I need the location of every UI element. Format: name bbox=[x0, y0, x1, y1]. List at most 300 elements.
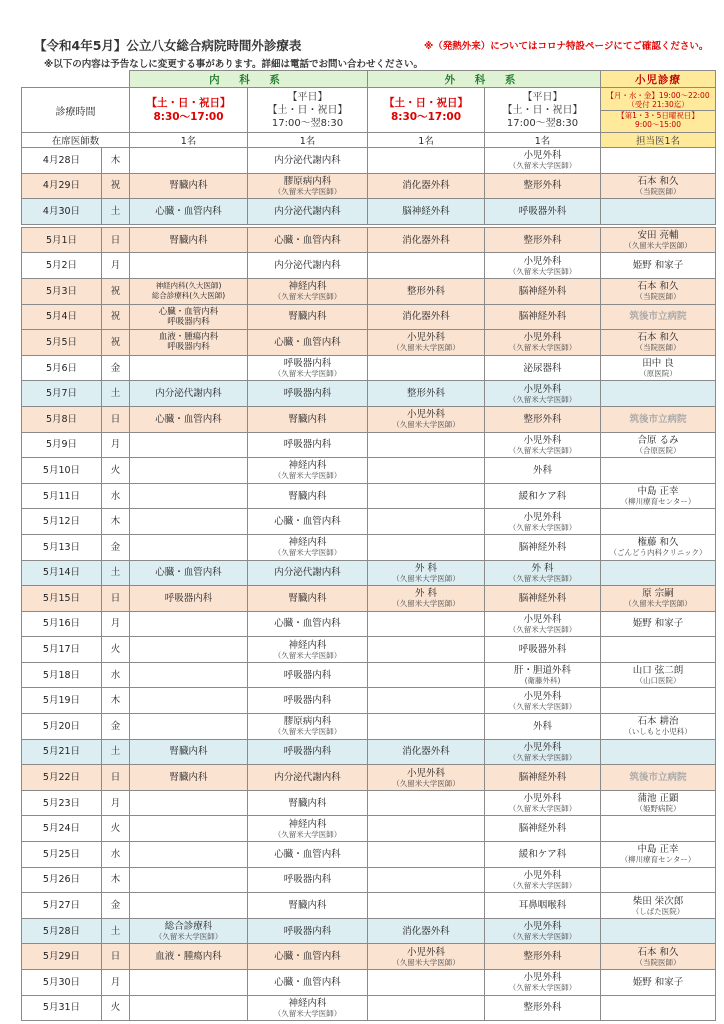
pediatric-cell bbox=[601, 739, 716, 765]
table-row bbox=[22, 173, 716, 199]
pediatric-cell bbox=[601, 560, 716, 586]
day-cell bbox=[102, 816, 130, 842]
schedule-table bbox=[21, 70, 716, 1021]
date-cell-text: 5月20日 bbox=[42, 720, 81, 732]
date-cell bbox=[22, 483, 102, 509]
table-row bbox=[22, 918, 716, 944]
pediatric-cell bbox=[601, 148, 716, 174]
int-holiday-cell-line2: （久留米大学医師） bbox=[154, 932, 223, 942]
day-cell-text: 日 bbox=[110, 592, 121, 604]
date-cell bbox=[22, 406, 102, 432]
int-holiday-cell-text: 内分泌代謝内科 bbox=[155, 388, 222, 400]
header bbox=[14, 0, 710, 70]
sur-holiday-cell bbox=[368, 560, 485, 586]
int-holiday-cell bbox=[130, 199, 248, 225]
pediatric-cell bbox=[601, 944, 716, 970]
int-holiday-cell-text: 心臓・血管内科 bbox=[155, 413, 222, 425]
sur-holiday-cell bbox=[368, 148, 485, 174]
int-holiday-cell bbox=[130, 406, 248, 432]
int-holiday-cell-text: 腎臓内科 bbox=[169, 772, 208, 784]
table-row bbox=[22, 227, 716, 253]
pediatric-cell-text: 合原 るみ bbox=[637, 434, 679, 446]
date-cell-text: 5月25日 bbox=[42, 848, 81, 860]
sur-weekday-cell-text: 小児外科 bbox=[523, 690, 562, 702]
sur-weekday-cell bbox=[485, 637, 601, 663]
int-holiday-cell bbox=[130, 688, 248, 714]
sur-holiday-cell-text: 消化器外科 bbox=[402, 746, 450, 758]
sur-holiday-cell-text: 脳神経外科 bbox=[402, 205, 450, 217]
sur-weekday-cell bbox=[485, 842, 601, 868]
pediatric-cell bbox=[601, 199, 716, 225]
int-weekday-cell-text: 心臓・血管内科 bbox=[274, 234, 341, 246]
int-holiday-cell bbox=[130, 893, 248, 919]
day-cell-text: 土 bbox=[110, 746, 121, 758]
int-weekday-cell-text: 神経内科 bbox=[288, 281, 327, 293]
sur-holiday-cell-affiliation: （久留米大学医師） bbox=[392, 957, 460, 967]
int-weekday-cell-text: 神経内科 bbox=[288, 818, 327, 830]
date-cell-text: 5月4日 bbox=[45, 311, 78, 323]
day-cell-text: 土 bbox=[110, 925, 121, 937]
table-row bbox=[22, 330, 716, 356]
int-holiday-cell bbox=[130, 330, 248, 356]
pediatric-cell-text: 石本 耕治 bbox=[637, 716, 679, 728]
day-cell bbox=[102, 355, 130, 381]
pediatric-cell bbox=[601, 253, 716, 279]
sur-weekday-cell-affiliation: （久留米大学医師） bbox=[508, 701, 577, 711]
pediatric-cell-affiliation: （原医院） bbox=[639, 369, 677, 379]
sur-holiday-cell bbox=[368, 227, 485, 253]
sur-weekday-cell-affiliation: （久留米大学医師） bbox=[508, 394, 577, 404]
day-cell bbox=[102, 458, 130, 484]
int-weekday-cell-affiliation: （久留米大学医師） bbox=[273, 727, 342, 737]
sur-holiday-cell bbox=[368, 765, 485, 791]
sur-weekday-cell-affiliation: （久留米大学医師） bbox=[508, 522, 577, 532]
pediatric-group-header: 小児診療 bbox=[601, 71, 716, 88]
sur-holiday-cell bbox=[368, 355, 485, 381]
day-cell-text: 金 bbox=[110, 720, 121, 732]
int-weekday-cell bbox=[248, 483, 368, 509]
int-weekday-cell-text: 呼吸器内科 bbox=[283, 695, 332, 707]
int-holiday-cell bbox=[130, 816, 248, 842]
date-cell bbox=[22, 970, 102, 996]
int-holiday-cell bbox=[130, 148, 248, 174]
int-holiday-cell bbox=[130, 534, 248, 560]
int-weekday-cell-affiliation: （久留米大学医師） bbox=[273, 292, 342, 302]
pediatric-cell bbox=[601, 842, 716, 868]
day-cell bbox=[102, 381, 130, 407]
date-cell bbox=[22, 739, 102, 765]
int-weekday-cell bbox=[248, 534, 368, 560]
int-weekday-cell-affiliation: （久留米大学医師） bbox=[273, 829, 342, 839]
int-holiday-cell bbox=[130, 842, 248, 868]
sur-weekday-cell-text: 脳神経外科 bbox=[518, 285, 567, 297]
sur-weekday-hours: 【平日】 【土・日・祝日】 17:00〜翌8:30 bbox=[485, 88, 601, 133]
int-weekday-cell bbox=[248, 330, 368, 356]
day-cell-text: 水 bbox=[110, 669, 121, 681]
sur-weekday-cell-text: 小児外科 bbox=[523, 150, 562, 162]
date-cell-text: 5月6日 bbox=[45, 362, 78, 374]
table-row bbox=[22, 432, 716, 458]
sur-weekday-cell bbox=[485, 765, 601, 791]
date-cell-text: 4月30日 bbox=[42, 205, 81, 217]
sur-weekday-cell-text: 脳神経外科 bbox=[518, 311, 567, 323]
schedule-rows bbox=[22, 148, 716, 1021]
day-cell bbox=[102, 483, 130, 509]
sur-holiday-cell bbox=[368, 816, 485, 842]
int-holiday-cell bbox=[130, 586, 248, 612]
sur-holiday-cell-text: 整形外科 bbox=[406, 285, 445, 297]
sur-holiday-hours: 【土・日・祝日】 8:30〜17:00 bbox=[368, 88, 485, 133]
pediatric-cell-text: 石本 和久 bbox=[637, 332, 679, 344]
pediatric-cell bbox=[601, 765, 716, 791]
sur-weekday-cell-affiliation: （久留米大学医師） bbox=[508, 343, 577, 353]
int-holiday-cell bbox=[130, 483, 248, 509]
int-holiday-cell bbox=[130, 458, 248, 484]
pediatric-cell bbox=[601, 918, 716, 944]
int-weekday-cell bbox=[248, 381, 368, 407]
int-weekday-cell-affiliation: （久留米大学医師） bbox=[273, 1008, 342, 1018]
date-cell-text: 5月11日 bbox=[42, 490, 81, 502]
date-cell-text: 5月14日 bbox=[42, 567, 81, 579]
date-cell-text: 5月27日 bbox=[42, 900, 81, 912]
sur-holiday-cell bbox=[368, 534, 485, 560]
sur-weekday-cell bbox=[485, 304, 601, 330]
table-row bbox=[22, 662, 716, 688]
day-cell-text: 日 bbox=[110, 234, 121, 246]
sur-weekday-cell bbox=[485, 253, 601, 279]
sur-holiday-cell bbox=[368, 458, 485, 484]
group-header-row bbox=[22, 71, 716, 88]
day-cell bbox=[102, 867, 130, 893]
sur-weekday-cell-affiliation: （久留米大学医師） bbox=[508, 624, 577, 634]
int-holiday-cell bbox=[130, 432, 248, 458]
pediatric-cell bbox=[601, 637, 716, 663]
table-row bbox=[22, 483, 716, 509]
sur-weekday-cell-affiliation: （久留米大学医師） bbox=[508, 983, 577, 993]
date-cell bbox=[22, 816, 102, 842]
int-weekday-cell-text: 心臓・血管内科 bbox=[274, 336, 341, 348]
sur-weekday-cell-affiliation: （久留米大学医師） bbox=[508, 752, 577, 762]
sur-weekday-cell bbox=[485, 893, 601, 919]
sur-weekday-cell bbox=[485, 586, 601, 612]
int-weekday-cell bbox=[248, 253, 368, 279]
int-holiday-cell bbox=[130, 278, 248, 304]
sur-weekday-cell bbox=[485, 534, 601, 560]
date-cell bbox=[22, 278, 102, 304]
int-weekday-cell bbox=[248, 944, 368, 970]
sur-holiday-cell bbox=[368, 381, 485, 407]
day-cell bbox=[102, 611, 130, 637]
day-cell bbox=[102, 304, 130, 330]
pediatric-cell bbox=[601, 432, 716, 458]
pediatric-cell bbox=[601, 304, 716, 330]
date-cell bbox=[22, 148, 102, 174]
pediatric-cell-text: 筑後市立病院 bbox=[629, 311, 687, 323]
table-row bbox=[22, 816, 716, 842]
pediatric-cell-text: 筑後市立病院 bbox=[629, 413, 687, 425]
int-holiday-hours: 【土・日・祝日】 8:30〜17:00 bbox=[130, 88, 248, 133]
sur-holiday-cell-text: 消化器外科 bbox=[402, 311, 450, 323]
pediatric-cell bbox=[601, 355, 716, 381]
pediatric-cell-affiliation: （当院医師） bbox=[635, 957, 681, 967]
sur-holiday-cell bbox=[368, 662, 485, 688]
sur-weekday-cell-text: 整形外科 bbox=[523, 234, 562, 246]
int-holiday-cell-text: 腎臓内科 bbox=[169, 180, 208, 192]
int-holiday-cell bbox=[130, 173, 248, 199]
sur-weekday-cell-affiliation: （久留米大学医師） bbox=[508, 880, 577, 890]
pediatric-cell-text: 筑後市立病院 bbox=[629, 772, 687, 784]
sur-weekday-cell-text: 小児外科 bbox=[523, 793, 562, 805]
int-weekday-cell bbox=[248, 148, 368, 174]
sur-weekday-cell bbox=[485, 714, 601, 740]
covid-notice: ※（発熱外来）についてはコロナ特設ページにてご確認ください。 bbox=[424, 41, 709, 52]
sur-holiday-cell-text: 消化器外科 bbox=[402, 234, 450, 246]
sur-weekday-cell-text: 緩和ケア科 bbox=[518, 490, 567, 502]
int-weekday-cell-text: 呼吸器内科 bbox=[283, 669, 332, 681]
sur-weekday-cell-text: 小児外科 bbox=[523, 332, 562, 344]
sur-holiday-cell-affiliation: （久留米大学医師） bbox=[392, 420, 460, 430]
date-cell bbox=[22, 893, 102, 919]
int-holiday-cell-text: 心臓・血管内科 bbox=[155, 567, 222, 579]
int-weekday-cell bbox=[248, 688, 368, 714]
pediatric-cell-text: 石本 和久 bbox=[637, 281, 679, 293]
sur-weekday-cell-text: 緩和ケア科 bbox=[518, 848, 567, 860]
sur-weekday-cell bbox=[485, 173, 601, 199]
sur-weekday-cell bbox=[485, 662, 601, 688]
sur-weekday-cell-text: 小児外科 bbox=[523, 869, 562, 881]
date-cell bbox=[22, 765, 102, 791]
day-cell-text: 月 bbox=[110, 976, 121, 988]
date-cell-text: 5月5日 bbox=[45, 336, 78, 348]
sur-weekday-cell bbox=[485, 509, 601, 535]
table-row bbox=[22, 995, 716, 1021]
sur-weekday-cell-affiliation: （久留米大学医師） bbox=[508, 804, 577, 814]
day-cell-text: 火 bbox=[110, 464, 121, 476]
day-cell-text: 月 bbox=[110, 439, 121, 451]
int-weekday-cell-text: 心臓・血管内科 bbox=[274, 976, 341, 988]
pediatric-cell bbox=[601, 406, 716, 432]
sur-weekday-cell-text: 脳神経外科 bbox=[518, 592, 567, 604]
date-cell-text: 5月17日 bbox=[42, 644, 81, 656]
date-cell bbox=[22, 995, 102, 1021]
pediatric-cell bbox=[601, 278, 716, 304]
day-cell-text: 日 bbox=[110, 413, 121, 425]
int-holiday-cell-text: 総合診療科 bbox=[164, 921, 213, 933]
date-cell bbox=[22, 355, 102, 381]
int-weekday-cell bbox=[248, 173, 368, 199]
pediatric-cell bbox=[601, 381, 716, 407]
day-cell bbox=[102, 688, 130, 714]
date-cell-text: 5月1日 bbox=[45, 234, 78, 246]
day-cell-text: 金 bbox=[110, 362, 121, 374]
day-cell-text: 月 bbox=[110, 618, 121, 630]
sur-holiday-cell-text: 外 科 bbox=[414, 562, 438, 574]
pediatric-cell-text: 安田 亮輔 bbox=[637, 230, 679, 242]
date-cell-text: 5月19日 bbox=[42, 695, 81, 707]
day-cell-text: 月 bbox=[110, 260, 121, 272]
int-weekday-cell bbox=[248, 227, 368, 253]
sur-holiday-cell-text: 小児外科 bbox=[406, 409, 445, 421]
sur-weekday-cell-text: 外科 bbox=[532, 720, 552, 732]
pediatric-hours: 【月・水・金】19:00〜22:00 （受付 21:30迄） 【第1・3・5日曜祝日】 9:00〜15:00 bbox=[601, 88, 716, 133]
pediatric-cell-text: 石本 和久 bbox=[637, 946, 679, 958]
int-holiday-cell bbox=[130, 304, 248, 330]
date-cell-text: 5月29日 bbox=[42, 951, 81, 963]
int-weekday-cell-text: 神経内科 bbox=[288, 997, 327, 1009]
pediatric-cell-text: 原 宗嗣 bbox=[642, 588, 674, 600]
sur-holiday-cell bbox=[368, 893, 485, 919]
int-weekday-cell-affiliation: （久留米大学医師） bbox=[273, 548, 342, 558]
day-cell bbox=[102, 560, 130, 586]
int-weekday-cell-text: 内分泌代謝内科 bbox=[274, 205, 341, 217]
int-weekday-cell-text: 内分泌代謝内科 bbox=[274, 260, 341, 272]
table-row bbox=[22, 534, 716, 560]
pediatric-cell bbox=[601, 458, 716, 484]
day-cell-text: 火 bbox=[110, 644, 121, 656]
int-weekday-cell bbox=[248, 278, 368, 304]
int-holiday-cell bbox=[130, 714, 248, 740]
int-weekday-cell bbox=[248, 637, 368, 663]
sur-holiday-cell bbox=[368, 714, 485, 740]
date-cell-text: 5月8日 bbox=[45, 413, 78, 425]
pediatric-cell bbox=[601, 330, 716, 356]
pediatric-cell-affiliation: （ごんどう内科クリニック） bbox=[609, 548, 707, 558]
int-weekday-cell bbox=[248, 893, 368, 919]
int-weekday-cell bbox=[248, 970, 368, 996]
day-cell-text: 祝 bbox=[110, 336, 121, 348]
table-row bbox=[22, 714, 716, 740]
int-holiday-cell bbox=[130, 867, 248, 893]
date-cell bbox=[22, 199, 102, 225]
surgery-group-header: 外 科 系 bbox=[368, 71, 601, 88]
int-weekday-cell-text: 膠原病内科 bbox=[283, 175, 332, 187]
sur-holiday-cell bbox=[368, 944, 485, 970]
sur-holiday-cell bbox=[368, 688, 485, 714]
table-row bbox=[22, 586, 716, 612]
pediatric-cell-affiliation: （久留米大学医師） bbox=[624, 599, 692, 609]
sur-holiday-cell-affiliation: （久留米大学医師） bbox=[392, 573, 460, 583]
sur-holiday-cell bbox=[368, 253, 485, 279]
int-holiday-cell bbox=[130, 509, 248, 535]
date-cell bbox=[22, 586, 102, 612]
sur-holiday-cell-affiliation: （久留米大学医師） bbox=[392, 599, 460, 609]
int-weekday-cell-text: 神経内科 bbox=[288, 537, 327, 549]
sur-weekday-cell bbox=[485, 148, 601, 174]
sur-weekday-cell bbox=[485, 406, 601, 432]
day-cell bbox=[102, 148, 130, 174]
table-row bbox=[22, 688, 716, 714]
sur-weekday-cell-text: 小児外科 bbox=[523, 434, 562, 446]
table-row bbox=[22, 304, 716, 330]
table-row bbox=[22, 611, 716, 637]
pediatric-cell-text: 山口 弦二朗 bbox=[632, 665, 684, 677]
date-cell-text: 5月9日 bbox=[45, 439, 78, 451]
sur-weekday-cell-affiliation: （久留米大学医師） bbox=[508, 573, 577, 583]
sur-weekday-cell bbox=[485, 867, 601, 893]
date-cell-text: 5月3日 bbox=[45, 285, 78, 297]
table-row bbox=[22, 893, 716, 919]
int-holiday-cell bbox=[130, 662, 248, 688]
int-weekday-cell bbox=[248, 714, 368, 740]
table-row bbox=[22, 253, 716, 279]
sur-weekday-cell-affiliation: （久留米大学医師） bbox=[508, 445, 577, 455]
date-cell bbox=[22, 509, 102, 535]
int-weekday-cell-affiliation: （久留米大学医師） bbox=[273, 650, 342, 660]
table-row bbox=[22, 381, 716, 407]
pediatric-cell bbox=[601, 509, 716, 535]
sur-weekday-cell-text: 小児外科 bbox=[523, 921, 562, 933]
sur-holiday-cell bbox=[368, 790, 485, 816]
day-cell bbox=[102, 739, 130, 765]
int-weekday-cell bbox=[248, 406, 368, 432]
int-holiday-cell-text: 腎臓内科 bbox=[169, 234, 208, 246]
int-holiday-cell bbox=[130, 381, 248, 407]
day-cell-text: 木 bbox=[110, 516, 121, 528]
int-weekday-cell-text: 心臓・血管内科 bbox=[274, 618, 341, 630]
day-cell-text: 木 bbox=[110, 874, 121, 886]
sur-weekday-cell-text: 整形外科 bbox=[523, 413, 562, 425]
sur-holiday-cell-affiliation: （久留米大学医師） bbox=[392, 343, 460, 353]
pediatric-cell-affiliation: （姫野病院） bbox=[635, 804, 681, 814]
day-cell bbox=[102, 918, 130, 944]
sur-weekday-cell-text: 耳鼻咽喉科 bbox=[518, 900, 567, 912]
sur-holiday-cell-text: 小児外科 bbox=[406, 767, 445, 779]
day-cell-text: 祝 bbox=[110, 180, 121, 192]
sur-weekday-cell bbox=[485, 227, 601, 253]
sur-holiday-cell bbox=[368, 739, 485, 765]
pediatric-cell-affiliation: （合原医院） bbox=[635, 445, 681, 455]
sur-holiday-cell bbox=[368, 199, 485, 225]
int-weekday-cell bbox=[248, 432, 368, 458]
int-holiday-cell bbox=[130, 918, 248, 944]
date-cell bbox=[22, 688, 102, 714]
sur-weekday-cell-text: 外科 bbox=[532, 464, 552, 476]
sur-weekday-cell-affiliation: (衛藤外科) bbox=[524, 676, 561, 686]
int-weekday-cell-text: 腎臓内科 bbox=[288, 592, 327, 604]
int-weekday-cell-text: 呼吸器内科 bbox=[283, 874, 332, 886]
int-weekday-cell bbox=[248, 790, 368, 816]
day-cell-text: 土 bbox=[110, 567, 121, 579]
hours-row bbox=[22, 88, 716, 133]
int-weekday-cell-text: 神経内科 bbox=[288, 639, 327, 651]
int-weekday-cell bbox=[248, 739, 368, 765]
sur-holiday-cell-text: 外 科 bbox=[414, 588, 438, 600]
int-holiday-cell-text: 呼吸器内科 bbox=[164, 592, 213, 604]
day-cell bbox=[102, 432, 130, 458]
int-weekday-cell-text: 腎臓内科 bbox=[288, 413, 327, 425]
int-holiday-cell bbox=[130, 355, 248, 381]
int-holiday-cell-text: 腎臓内科 bbox=[169, 746, 208, 758]
int-weekday-cell bbox=[248, 355, 368, 381]
sur-holiday-cell bbox=[368, 483, 485, 509]
sur-holiday-cell-text: 消化器外科 bbox=[402, 180, 450, 192]
day-cell bbox=[102, 637, 130, 663]
hours-label: 診療時間 bbox=[22, 88, 130, 133]
pediatric-cell bbox=[601, 790, 716, 816]
sur-weekday-cell bbox=[485, 199, 601, 225]
date-cell bbox=[22, 560, 102, 586]
sur-weekday-cell-text: 脳神経外科 bbox=[518, 823, 567, 835]
int-holiday-cell-text: 血液・腫瘍内科 bbox=[155, 951, 222, 963]
table-row bbox=[22, 355, 716, 381]
date-cell bbox=[22, 842, 102, 868]
pediatric-cell-affiliation: （当院医師） bbox=[635, 292, 681, 302]
pediatric-cell-affiliation: （山口医院） bbox=[635, 676, 681, 686]
date-cell bbox=[22, 227, 102, 253]
table-row bbox=[22, 790, 716, 816]
pediatric-cell-text: 権藤 和久 bbox=[637, 537, 679, 549]
sur-holiday-cell-affiliation: （久留米大学医師） bbox=[392, 778, 460, 788]
